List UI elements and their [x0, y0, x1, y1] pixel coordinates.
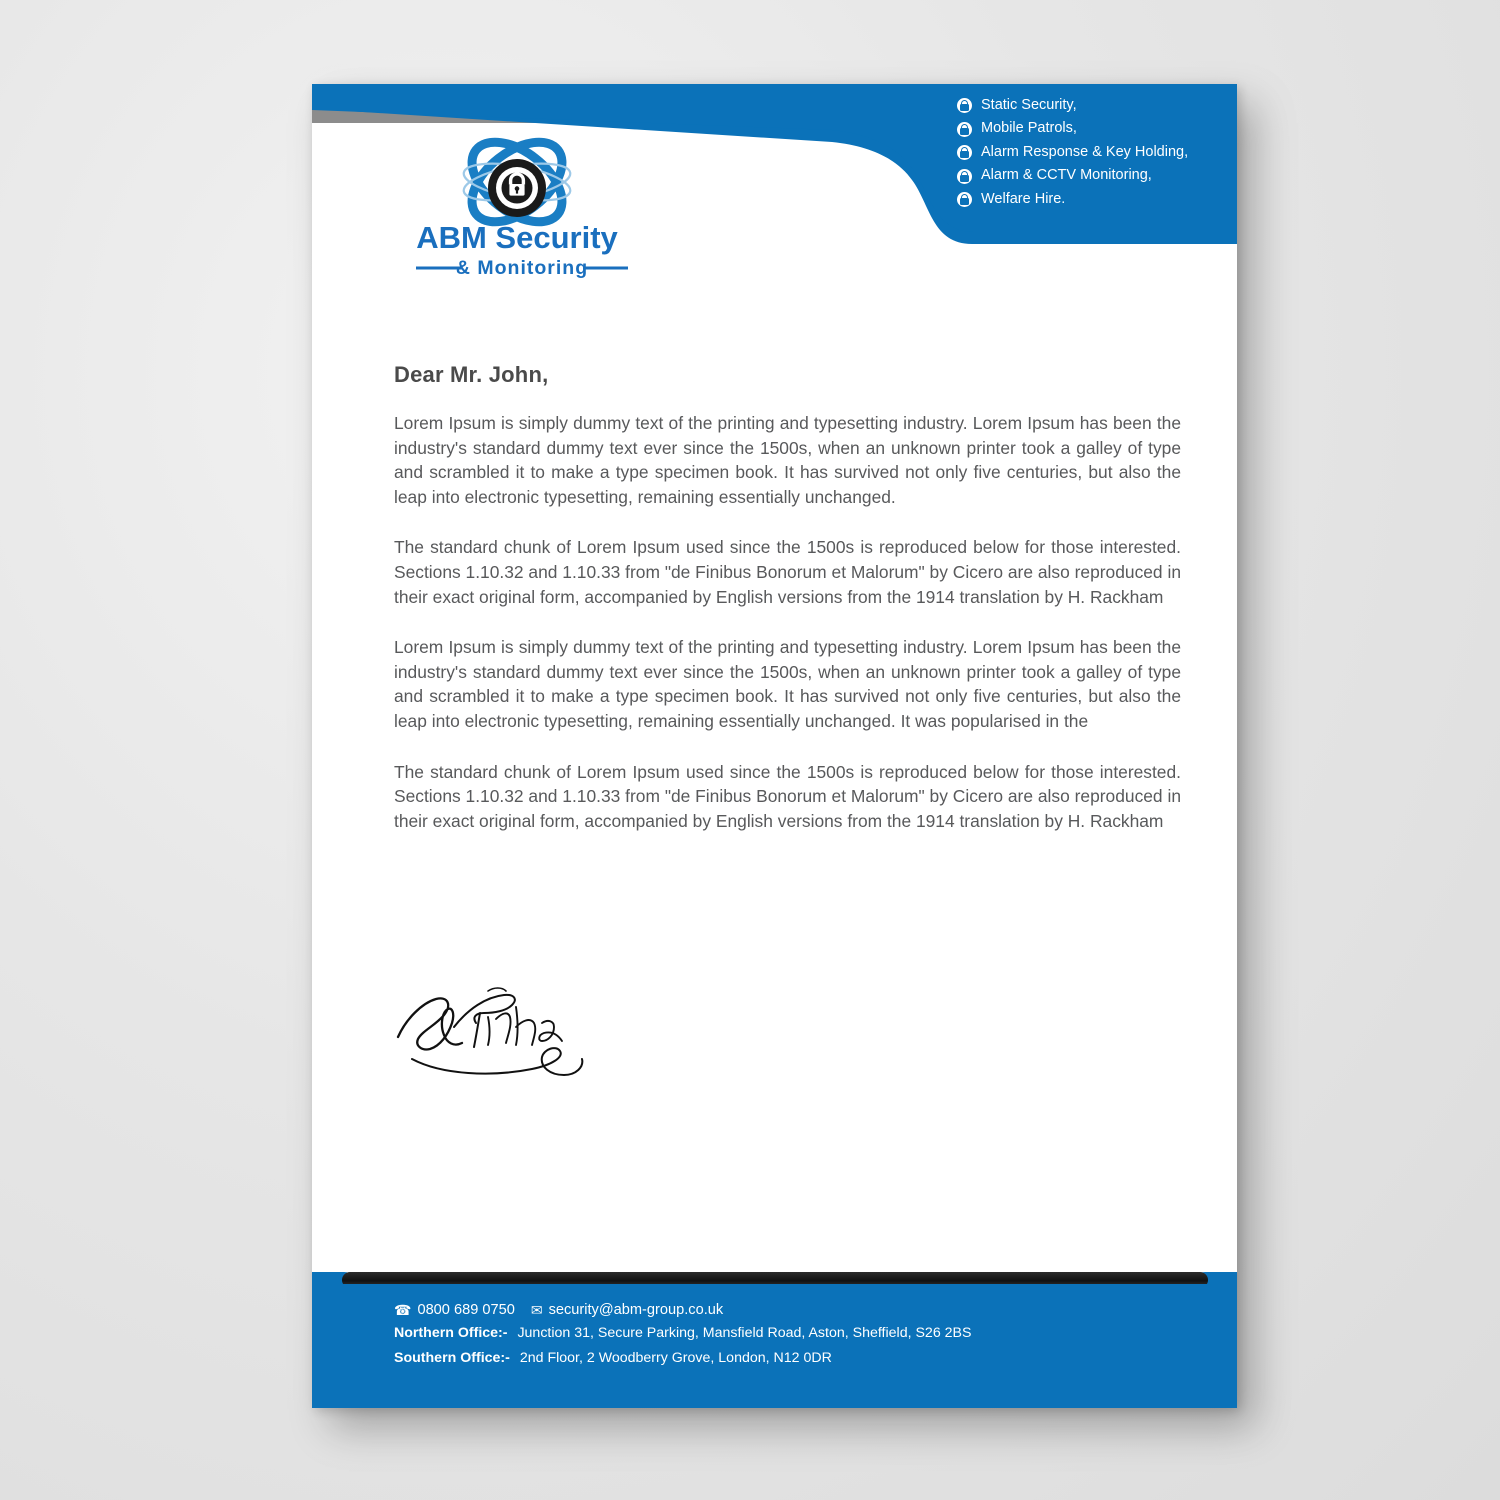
lock-bullet-icon	[957, 122, 972, 137]
lock-bullet-icon	[957, 98, 972, 113]
lock-bullet-icon	[957, 145, 972, 160]
footer-office-northern	[394, 1324, 1194, 1343]
envelope-icon: ✉	[530, 1302, 543, 1318]
service-label: Alarm & CCTV Monitoring,	[981, 167, 1152, 184]
service-item	[957, 121, 1227, 137]
body-paragraph: Lorem Ipsum is simply dummy text of the printing and typesetting industry. Lorem Ipsum has been the industry's standard dummy text ever since the 1500s, when an unknown printer took a galley of type and scrambled it to make a type specimen book. It has survived not only five centuries, but also the leap into electronic typesetting, remaining essentially unchanged. It was popularised in the	[394, 637, 1181, 731]
letterhead-page	[312, 84, 1237, 1408]
service-label: Alarm Response & Key Holding,	[981, 143, 1189, 160]
lock-bullet-icon	[957, 192, 972, 207]
body-paragraph: The standard chunk of Lorem Ipsum used since the 1500s is reproduced below for those interested. Sections 1.10.32 and 1.10.33 from "de Finibus Bonorum et Malorum" by Cicero are also reproduced in their exact original form, accompanied by English versions from the 1914 translation by H. Rackham	[394, 537, 1181, 607]
footer-office-southern	[394, 1349, 1194, 1368]
office-address: Junction 31, Secure Parking, Mansfield Road, Aston, Sheffield, S26 2BS	[517, 1325, 972, 1341]
footer-contact-line	[394, 1302, 1194, 1318]
lock-bullet-icon	[957, 169, 972, 184]
footer-email[interactable]: security@abm-group.co.uk	[548, 1302, 724, 1318]
handwritten-signature	[392, 979, 602, 1084]
telephone-icon: ☎	[394, 1302, 412, 1318]
service-item	[957, 98, 1227, 114]
office-label: Northern Office:-	[394, 1325, 508, 1341]
office-label: Southern Office:-	[394, 1350, 510, 1367]
body-paragraph: The standard chunk of Lorem Ipsum used since the 1500s is reproduced below for those interested. Sections 1.10.32 and 1.10.33 from "de Finibus Bonorum et Malorum" by Cicero are also reproduced in their exact original form, accompanied by English versions from the 1914 translation by H. Rackham	[394, 761, 1181, 831]
logo-wordmark-primary: ABM Security	[416, 220, 618, 255]
service-item	[957, 168, 1227, 184]
service-item	[957, 192, 1227, 208]
logo-wordmark-secondary: & Monitoring	[455, 257, 589, 279]
service-label: Static Security,	[981, 97, 1077, 113]
footer-content	[394, 1302, 1194, 1374]
service-item	[957, 145, 1227, 161]
service-label: Welfare Hire.	[981, 190, 1066, 207]
office-address: 2nd Floor, 2 Woodberry Grove, London, N12 0DR	[519, 1350, 832, 1367]
footer-phone[interactable]: 0800 689 0750	[417, 1302, 515, 1318]
letter-body	[394, 411, 1181, 833]
company-logo	[400, 124, 635, 284]
body-paragraph: Lorem Ipsum is simply dummy text of the printing and typesetting industry. Lorem Ipsum has been the industry's standard dummy text ever since the 1500s, when an unknown printer took a galley of type and scrambled it to make a type specimen book. It has survived not only five centuries, but also the leap into electronic typesetting, remaining essentially unchanged.	[394, 413, 1181, 507]
service-label: Mobile Patrols,	[981, 120, 1077, 137]
services-list	[957, 98, 1227, 215]
salutation: Dear Mr. John,	[394, 362, 549, 387]
